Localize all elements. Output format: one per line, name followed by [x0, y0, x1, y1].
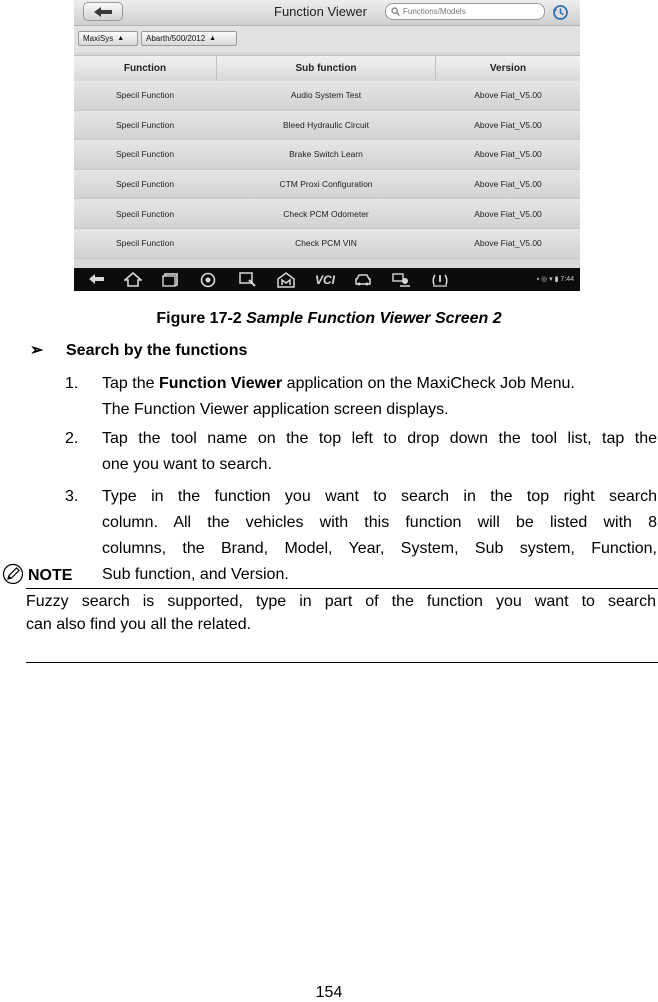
cell-version: Above Fiat_V5.00: [474, 90, 542, 101]
cell-sub-function: CTM Proxi Configuration: [279, 179, 373, 190]
home-icon[interactable]: [124, 272, 142, 287]
android-nav-bar: [74, 268, 580, 291]
page-number: 154: [315, 984, 343, 1001]
tool-dropdown-label: MaxiSys: [83, 34, 114, 43]
vehicle-icon[interactable]: [354, 272, 372, 287]
note-top-rule: [26, 588, 658, 589]
note-title: NOTE: [28, 567, 73, 584]
cell-version: Above Fiat_V5.00: [474, 238, 542, 249]
cell-function: Specil Function: [115, 149, 175, 160]
tool-dropdown[interactable]: [78, 31, 138, 46]
table-header: [74, 55, 580, 82]
search-box[interactable]: [385, 3, 545, 20]
step2-line1: Tap the tool name on the top left to drop down the tool list, tap the: [102, 430, 657, 447]
maxisys-home-icon[interactable]: [277, 272, 295, 288]
function-viewer-screenshot: [74, 0, 580, 291]
step3-line1: Type in the function you want to search in the top right search: [102, 488, 657, 505]
step1-pre: Tap the: [102, 375, 159, 392]
cell-function: Specil Function: [115, 208, 175, 219]
column-header-sub-function[interactable]: Sub function: [216, 56, 436, 81]
bullet-heading-text: Search by the functions: [66, 342, 248, 359]
function-table: [74, 81, 580, 259]
cell-function: Specil Function: [115, 90, 175, 101]
column-header-version[interactable]: Version: [489, 63, 527, 74]
cell-version: Above Fiat_V5.00: [474, 179, 542, 190]
tpms-icon[interactable]: [431, 272, 449, 287]
step1-post: application on the MaxiCheck Job Menu.: [282, 375, 575, 392]
step3-line2: column. All the vehicles with this function will be listed with 8: [102, 514, 657, 531]
step2-line2: one you want to search.: [102, 456, 272, 473]
step-number: 1.: [65, 375, 79, 392]
screenshot-icon[interactable]: [239, 272, 257, 288]
bullet-heading: [30, 340, 247, 360]
search-input[interactable]: [400, 7, 533, 16]
table-row[interactable]: [74, 111, 580, 141]
filter-bar: [74, 26, 580, 52]
table-row[interactable]: [74, 140, 580, 170]
step-text: [102, 371, 657, 397]
cell-function: Specil Function: [115, 238, 175, 249]
cell-sub-function: Brake Switch Learn: [289, 149, 363, 160]
vehicle-dropdown-label: Abarth/500/2012: [146, 34, 206, 43]
step-1: [65, 371, 657, 423]
note-line1: Fuzzy search is supported, type in part of the function you want to search: [26, 593, 656, 610]
cell-sub-function: Check PCM VIN: [295, 238, 357, 249]
vehicle-dropdown[interactable]: [141, 31, 237, 46]
cell-function: Specil Function: [115, 179, 175, 190]
status-area: [537, 275, 574, 283]
table-row[interactable]: [74, 81, 580, 111]
column-header-function[interactable]: Function: [123, 63, 167, 74]
pencil-note-icon: [2, 563, 24, 585]
cell-version: Above Fiat_V5.00: [474, 149, 542, 160]
step-number: 2.: [65, 430, 79, 447]
recent-apps-icon[interactable]: [162, 272, 180, 287]
caption-prefix: Figure 17-2: [156, 310, 247, 327]
step-number: 3.: [65, 488, 79, 505]
table-row[interactable]: [74, 199, 580, 229]
step1-line2: The Function Viewer application screen displays.: [102, 401, 449, 418]
clock: 7:44: [560, 276, 574, 283]
arrow-bullet-icon: ➢: [30, 342, 44, 359]
figure-caption: [0, 310, 658, 328]
dropdown-arrow-icon: ▲: [209, 35, 217, 42]
cell-sub-function: Check PCM Odometer: [283, 208, 369, 219]
title-bar: [74, 0, 580, 26]
history-icon[interactable]: [552, 4, 569, 21]
back-arrow-icon: [93, 6, 113, 18]
note-text: [26, 590, 656, 636]
cell-version: Above Fiat_V5.00: [474, 208, 542, 219]
function-viewer-term: Function Viewer: [158, 375, 283, 392]
back-button[interactable]: [83, 2, 123, 21]
step-2: [65, 426, 657, 478]
status-icons: ▪ ◎ ▾ ▮: [536, 276, 561, 283]
browser-icon[interactable]: [200, 272, 216, 288]
step3-line4: Sub function, and Version.: [102, 566, 289, 583]
table-row[interactable]: [74, 170, 580, 200]
app-title: Function Viewer: [274, 4, 367, 19]
vci-icon[interactable]: [314, 272, 340, 287]
step3-line3: columns, the Brand, Model, Year, System, Sub system, Function,: [102, 540, 657, 557]
remote-support-icon[interactable]: [392, 272, 410, 287]
note-bottom-rule: [26, 662, 658, 663]
back-icon[interactable]: [88, 272, 106, 287]
cell-function: Specil Function: [115, 119, 175, 130]
cell-version: Above Fiat_V5.00: [474, 119, 542, 130]
cell-sub-function: Bleed Hydraulic Circuit: [283, 119, 369, 130]
cell-sub-function: Audio System Test: [290, 90, 362, 101]
table-row[interactable]: [74, 229, 580, 259]
caption-title: Sample Function Viewer Screen 2: [246, 310, 502, 327]
note-line2: can also find you all the related.: [26, 616, 252, 633]
search-icon: [391, 7, 400, 16]
vci-label: VCI: [315, 273, 336, 287]
step-3: [65, 484, 657, 588]
dropdown-arrow-icon: ▲: [117, 35, 125, 42]
